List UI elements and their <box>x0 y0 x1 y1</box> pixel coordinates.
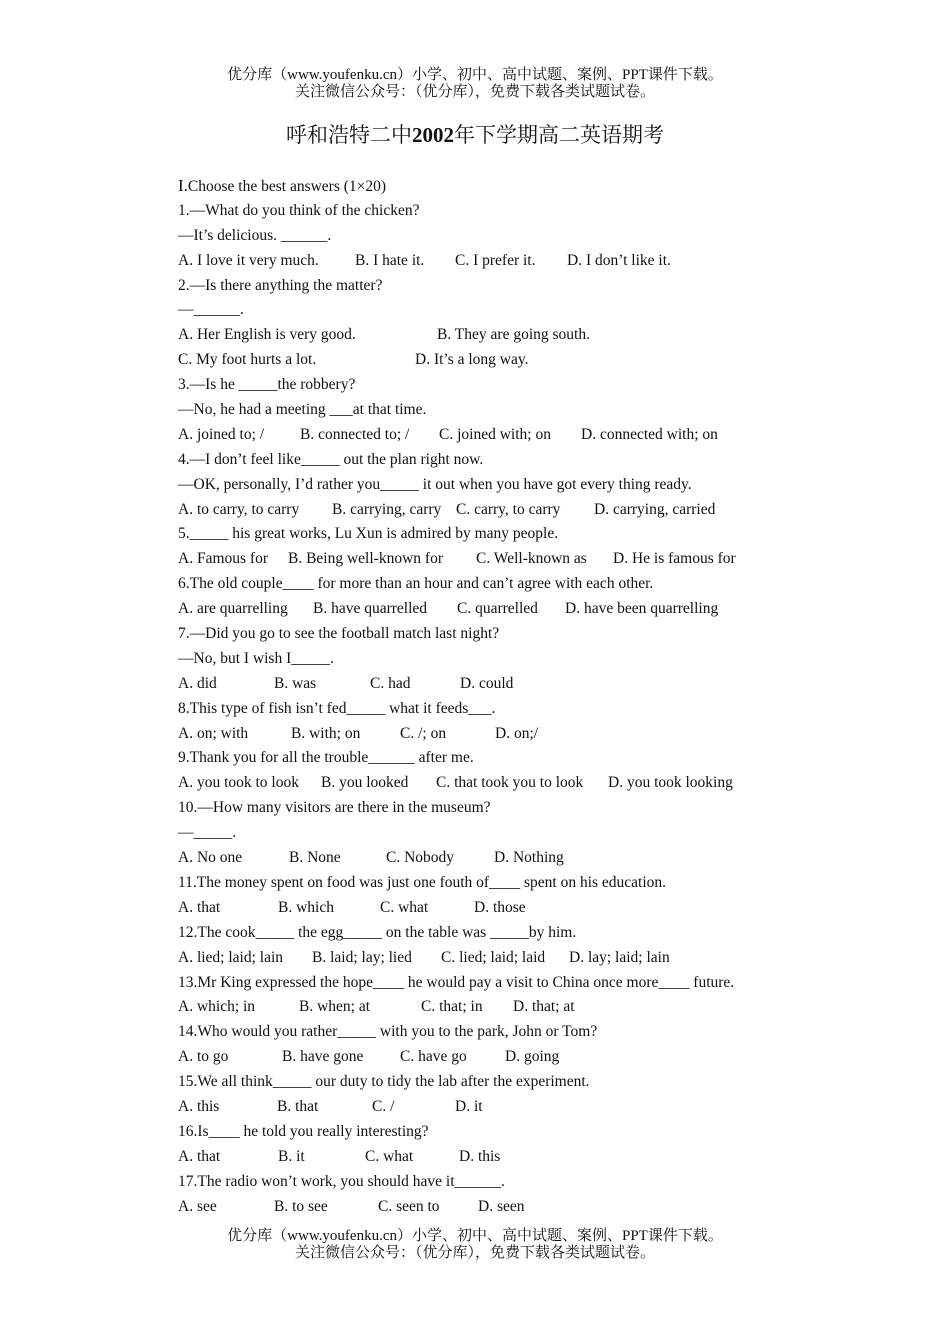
answer-option[interactable]: C. Well-known as <box>476 550 587 568</box>
question <box>178 199 878 274</box>
answer-option[interactable]: C. / <box>372 1097 395 1115</box>
answer-option[interactable]: A. joined to; / <box>178 425 265 443</box>
question <box>178 796 878 871</box>
answer-option[interactable]: A. this <box>178 1097 220 1115</box>
answer-option[interactable]: A. lied; laid; lain <box>178 948 284 966</box>
question-stem: 12.The cook_____ the egg_____ on the table was _____by him. <box>178 923 577 941</box>
question <box>178 971 878 1021</box>
answer-option[interactable]: B. I hate it. <box>355 251 425 269</box>
question <box>178 1070 878 1120</box>
question <box>178 746 878 796</box>
page-header <box>0 67 950 101</box>
question-stem: 14.Who would you rather_____ with you to the park, John or Tom? <box>178 1023 598 1041</box>
answer-option[interactable]: D. it <box>455 1097 483 1115</box>
options-line <box>178 498 878 523</box>
options-line <box>178 249 878 274</box>
question-stem: 10.—How many visitors are there in the museum? <box>178 799 491 817</box>
answer-option[interactable]: B. None <box>289 849 341 867</box>
question <box>178 274 878 374</box>
options-line <box>178 722 878 747</box>
answer-option[interactable]: A. No one <box>178 849 243 867</box>
question-stem: 7.—Did you go to see the football match last night? <box>178 625 500 643</box>
answer-option[interactable]: C. what <box>365 1147 414 1165</box>
question <box>178 921 878 971</box>
title-prefix: 呼和浩特二中 <box>286 123 412 147</box>
answer-option[interactable]: A. that <box>178 898 221 916</box>
question <box>178 871 878 921</box>
answer-option[interactable]: B. have quarrelled <box>313 600 428 618</box>
answer-option[interactable]: A. Famous for <box>178 550 268 568</box>
answer-option[interactable]: C. lied; laid; laid <box>441 948 546 966</box>
options-line <box>178 946 878 971</box>
question <box>178 522 878 572</box>
exam-body <box>178 174 878 1219</box>
answer-option[interactable]: D. could <box>460 674 514 692</box>
answer-option[interactable]: C. that; in <box>421 998 483 1016</box>
answer-option[interactable]: B. when; at <box>299 998 371 1016</box>
options-line <box>178 771 878 796</box>
question <box>178 1170 878 1220</box>
options-line <box>178 1095 878 1120</box>
question-response: —It’s delicious. ______. <box>178 226 332 244</box>
question-stem: 9.Thank you for all the trouble______ after me. <box>178 749 474 767</box>
options-line <box>178 597 878 622</box>
question-response: —______. <box>178 301 244 319</box>
answer-option[interactable]: C. /; on <box>400 724 447 742</box>
answer-option[interactable]: D. this <box>459 1147 501 1165</box>
options-line <box>178 323 878 348</box>
answer-option[interactable]: D. going <box>505 1048 560 1066</box>
title-year: 2002 <box>412 123 454 147</box>
answer-option[interactable]: D. It’s a long way. <box>415 351 529 369</box>
options-line <box>178 423 878 448</box>
answer-option[interactable]: B. which <box>278 898 334 916</box>
question-stem: 8.This type of fish isn’t fed_____ what it feeds___. <box>178 699 496 717</box>
title-suffix: 年下学期高二英语期考 <box>454 123 664 147</box>
answer-option[interactable]: A. are quarrelling <box>178 600 288 618</box>
header-line-1: 优分库（www.youfenku.cn）小学、初中、高中试题、案例、PPT课件下载。 <box>227 67 723 83</box>
question-stem: 3.—Is he _____the robbery? <box>178 376 356 394</box>
options-line <box>178 672 878 697</box>
question-stem: 13.Mr King expressed the hope____ he would pay a visit to China once more____ future. <box>178 973 735 991</box>
answer-option[interactable]: B. laid; lay; lied <box>312 948 412 966</box>
answer-option[interactable]: C. joined with; on <box>439 425 551 443</box>
answer-option[interactable]: B. They are going south. <box>437 326 590 344</box>
answer-option[interactable]: A. Her English is very good. <box>178 326 356 344</box>
answer-option[interactable]: A. on; with <box>178 724 249 742</box>
question <box>178 622 878 697</box>
answer-option[interactable]: A. to go <box>178 1048 229 1066</box>
question-stem: 17.The radio won’t work, you should have it______. <box>178 1172 505 1190</box>
question-response: —_____. <box>178 824 237 842</box>
question <box>178 572 878 622</box>
answer-option[interactable]: A. I love it very much. <box>178 251 319 269</box>
answer-option[interactable]: A. you took to look <box>178 774 299 792</box>
section-heading <box>178 174 878 199</box>
answer-option[interactable]: D. you took looking <box>608 774 733 792</box>
answer-option[interactable]: B. was <box>274 674 317 692</box>
question <box>178 448 878 523</box>
answer-option[interactable]: D. He is famous for <box>613 550 736 568</box>
answer-option[interactable]: B. with; on <box>291 724 361 742</box>
question-response: —No, but I wish I_____. <box>178 649 334 667</box>
answer-option[interactable]: D. those <box>474 898 526 916</box>
options-line <box>178 547 878 572</box>
answer-option[interactable]: C. what <box>380 898 429 916</box>
question <box>178 1120 878 1170</box>
answer-option[interactable]: D. that; at <box>513 998 575 1016</box>
answer-option[interactable]: D. on;/ <box>495 724 539 742</box>
answer-option[interactable]: C. seen to <box>378 1197 440 1215</box>
question-stem: 11.The money spent on food was just one fouth of____ spent on his education. <box>178 873 667 891</box>
options-line <box>178 348 878 373</box>
question <box>178 373 878 448</box>
answer-option[interactable]: A. which; in <box>178 998 256 1016</box>
question-response: —No, he had a meeting ___at that time. <box>178 401 427 419</box>
question-stem: 5._____ his great works, Lu Xun is admired by many people. <box>178 525 559 543</box>
question-list <box>178 199 878 1220</box>
question-stem: 2.—Is there anything the matter? <box>178 276 383 294</box>
answer-option[interactable]: C. carry, to carry <box>456 500 561 518</box>
answer-option[interactable]: C. My foot hurts a lot. <box>178 351 317 369</box>
answer-option[interactable]: A. did <box>178 674 217 692</box>
section-roman: I. <box>178 176 188 195</box>
question <box>178 697 878 747</box>
section-heading-text: Choose the best answers (1×20) <box>187 178 387 195</box>
answer-option[interactable]: C. Nobody <box>386 849 455 867</box>
options-line <box>178 896 878 921</box>
answer-option[interactable]: C. that took you to look <box>436 774 584 792</box>
answer-option[interactable]: A. to carry, to carry <box>178 500 300 518</box>
options-line <box>178 1045 878 1070</box>
answer-option[interactable]: B. carrying, carry <box>332 500 442 518</box>
page-footer <box>0 1228 950 1262</box>
question-stem: 1.—What do you think of the chicken? <box>178 201 420 219</box>
answer-option[interactable]: C. have go <box>400 1048 467 1066</box>
question-stem: 15.We all think_____ our duty to tidy the lab after the experiment. <box>178 1073 590 1091</box>
question <box>178 1020 878 1070</box>
footer-line-2: 关注微信公众号：（优分库），免费下载各类试题试卷。 <box>294 1245 655 1261</box>
answer-option[interactable]: C. I prefer it. <box>455 251 536 269</box>
answer-option[interactable]: C. had <box>370 674 411 692</box>
question-stem: 6.The old couple____ for more than an hour and can’t agree with each other. <box>178 575 654 593</box>
answer-option[interactable]: D. connected with; on <box>581 425 718 443</box>
footer-line-1: 优分库（www.youfenku.cn）小学、初中、高中试题、案例、PPT课件下载。 <box>227 1228 723 1244</box>
question-response: —OK, personally, I’d rather you_____ it out when you have got every thing ready. <box>178 475 692 493</box>
question-stem: 16.Is____ he told you really interesting? <box>178 1122 429 1140</box>
answer-option[interactable]: D. Nothing <box>494 849 564 867</box>
options-line <box>178 1145 878 1170</box>
answer-option[interactable]: D. carrying, carried <box>594 500 716 518</box>
page-title <box>0 122 950 148</box>
header-line-2: 关注微信公众号：（优分库），免费下载各类试题试卷。 <box>294 84 655 100</box>
options-line <box>178 995 878 1020</box>
answer-option[interactable]: B. connected to; / <box>300 425 410 443</box>
answer-option[interactable]: D. seen <box>478 1197 525 1215</box>
answer-option[interactable]: B. that <box>277 1097 319 1115</box>
answer-option[interactable]: B. it <box>278 1147 305 1165</box>
answer-option[interactable]: D. have been quarrelling <box>565 600 719 618</box>
answer-option[interactable]: D. I don’t like it. <box>567 251 671 269</box>
question-stem: 4.—I don’t feel like_____ out the plan right now. <box>178 450 484 468</box>
answer-option[interactable]: B. to see <box>274 1197 328 1215</box>
answer-option[interactable]: B. Being well-known for <box>288 550 443 568</box>
answer-option[interactable]: A. see <box>178 1197 217 1215</box>
options-line <box>178 1195 878 1220</box>
answer-option[interactable]: C. quarrelled <box>457 600 538 618</box>
answer-option[interactable]: B. have gone <box>282 1048 364 1066</box>
options-line <box>178 846 878 871</box>
answer-option[interactable]: A. that <box>178 1147 221 1165</box>
answer-option[interactable]: B. you looked <box>321 774 409 792</box>
answer-option[interactable]: D. lay; laid; lain <box>569 948 670 966</box>
